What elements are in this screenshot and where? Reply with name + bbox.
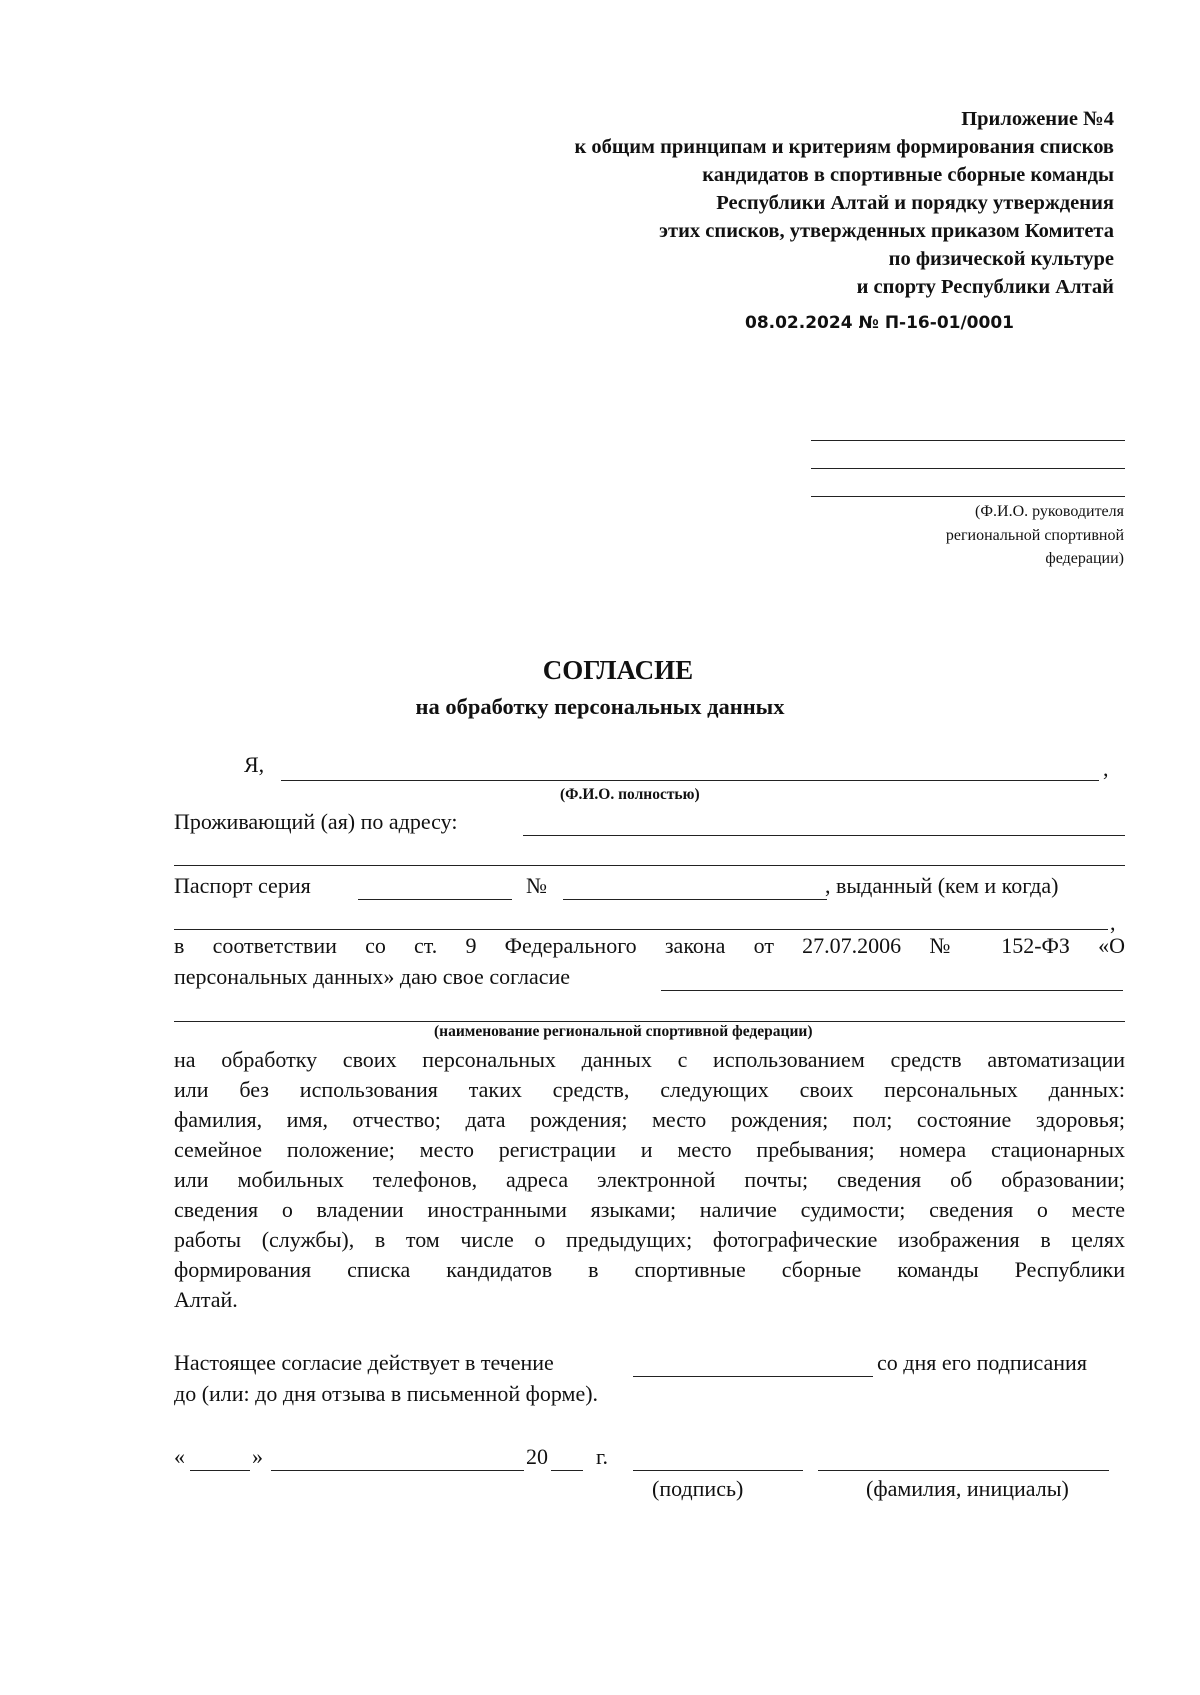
law-line-1: в соответствии со ст. 9 Федерального закона от 27.07.2006 № 152-ФЗ «О — [174, 933, 1125, 958]
consent-text-line: на обработку своих персональных данных с использованием средств автоматизации — [174, 1047, 1125, 1072]
appendix-title: Приложение №4 — [961, 108, 1114, 130]
full-name-field[interactable] — [281, 780, 1099, 781]
quote-open: « — [174, 1444, 185, 1469]
federation-caption: (наименование региональной спортивной федерации) — [434, 1023, 813, 1040]
federation-name-field[interactable] — [661, 990, 1123, 991]
validity-label: Настоящее согласие действует в течение — [174, 1350, 554, 1375]
consent-text-line: сведения о владении иностранными языками; наличие судимости; сведения о месте — [174, 1197, 1125, 1222]
year-prefix: 20 — [526, 1444, 548, 1469]
number-sign: № — [526, 873, 547, 898]
address-field[interactable] — [523, 835, 1125, 836]
i-label: Я, — [244, 752, 265, 777]
law-line-2: персональных данных» даю свое согласие — [174, 964, 571, 989]
consent-text-line: формирования списка кандидатов в спортивные сборные команды Республики — [174, 1257, 1125, 1282]
appendix-line-1: к общим принципам и критериям формирования списков — [574, 136, 1114, 158]
passport-series-field[interactable] — [358, 899, 512, 900]
appendix-line-6: и спорту Республики Алтай — [856, 276, 1114, 298]
year-field[interactable] — [551, 1470, 583, 1471]
consent-text-line: Алтай. — [174, 1287, 238, 1312]
name-initials-field[interactable] — [818, 1470, 1109, 1471]
issued-by-field[interactable] — [174, 929, 1108, 930]
full-name-caption: (Ф.И.О. полностью) — [560, 786, 700, 803]
address-field-continued[interactable] — [174, 865, 1125, 866]
addressee-line-1 — [811, 440, 1125, 441]
appendix-line-5: по физической культуре — [888, 248, 1114, 270]
addressee-caption-line: (Ф.И.О. руководителя — [975, 503, 1124, 520]
consent-text-line: или без использования таких средств, следующих своих персональных данных: — [174, 1077, 1125, 1102]
passport-series-label: Паспорт серия — [174, 873, 311, 898]
validity-suffix: со дня его подписания — [877, 1350, 1087, 1375]
federation-name-field-continued[interactable] — [174, 1021, 1125, 1022]
document-subtitle: на обработку персональных данных — [415, 694, 785, 719]
addressee-caption-line: региональной спортивной — [945, 526, 1124, 544]
signature-caption: (подпись) — [652, 1476, 744, 1501]
addressee-line-3 — [811, 496, 1125, 497]
name-initials-caption: (фамилия, инициалы) — [866, 1476, 1069, 1501]
quote-close: » — [252, 1444, 263, 1469]
day-field[interactable] — [190, 1470, 250, 1471]
order-number: 08.02.2024 № П-16-01/0001 — [744, 313, 1014, 333]
appendix-line-4: этих списков, утвержденных приказом Комитета — [659, 220, 1114, 242]
consent-text-line: работы (службы), в том числе о предыдущих; фотографические изображения в целях — [174, 1227, 1125, 1252]
consent-text-line: семейное положение; место регистрации и место пребывания; номера стационарных — [174, 1137, 1125, 1162]
comma: , — [1103, 756, 1109, 781]
consent-text-line: фамилия, имя, отчество; дата рождения; место рождения; пол; состояние здоровья; — [174, 1107, 1125, 1132]
addressee-caption-line: федерации) — [1045, 550, 1124, 567]
addressee-caption — [946, 500, 1124, 571]
addressee-line-2 — [811, 468, 1125, 469]
appendix-line-3: Республики Алтай и порядку утверждения — [716, 192, 1114, 214]
month-field[interactable] — [271, 1470, 524, 1471]
consent-text-line: или мобильных телефонов, адреса электронной почты; сведения об образовании; — [174, 1167, 1125, 1192]
validity-line-2: до (или: до дня отзыва в письменной форме). — [174, 1381, 599, 1406]
issued-label: , выданный (кем и когда) — [825, 873, 1059, 898]
signature-field[interactable] — [633, 1470, 803, 1471]
validity-period-field[interactable] — [633, 1376, 873, 1377]
appendix-line-2: кандидатов в спортивные сборные команды — [702, 164, 1114, 186]
address-label: Проживающий (ая) по адресу: — [174, 809, 458, 834]
document-title: СОГЛАСИЕ — [542, 655, 694, 685]
year-suffix: г. — [596, 1444, 609, 1469]
passport-number-field[interactable] — [563, 899, 827, 900]
comma: , — [1110, 910, 1116, 935]
